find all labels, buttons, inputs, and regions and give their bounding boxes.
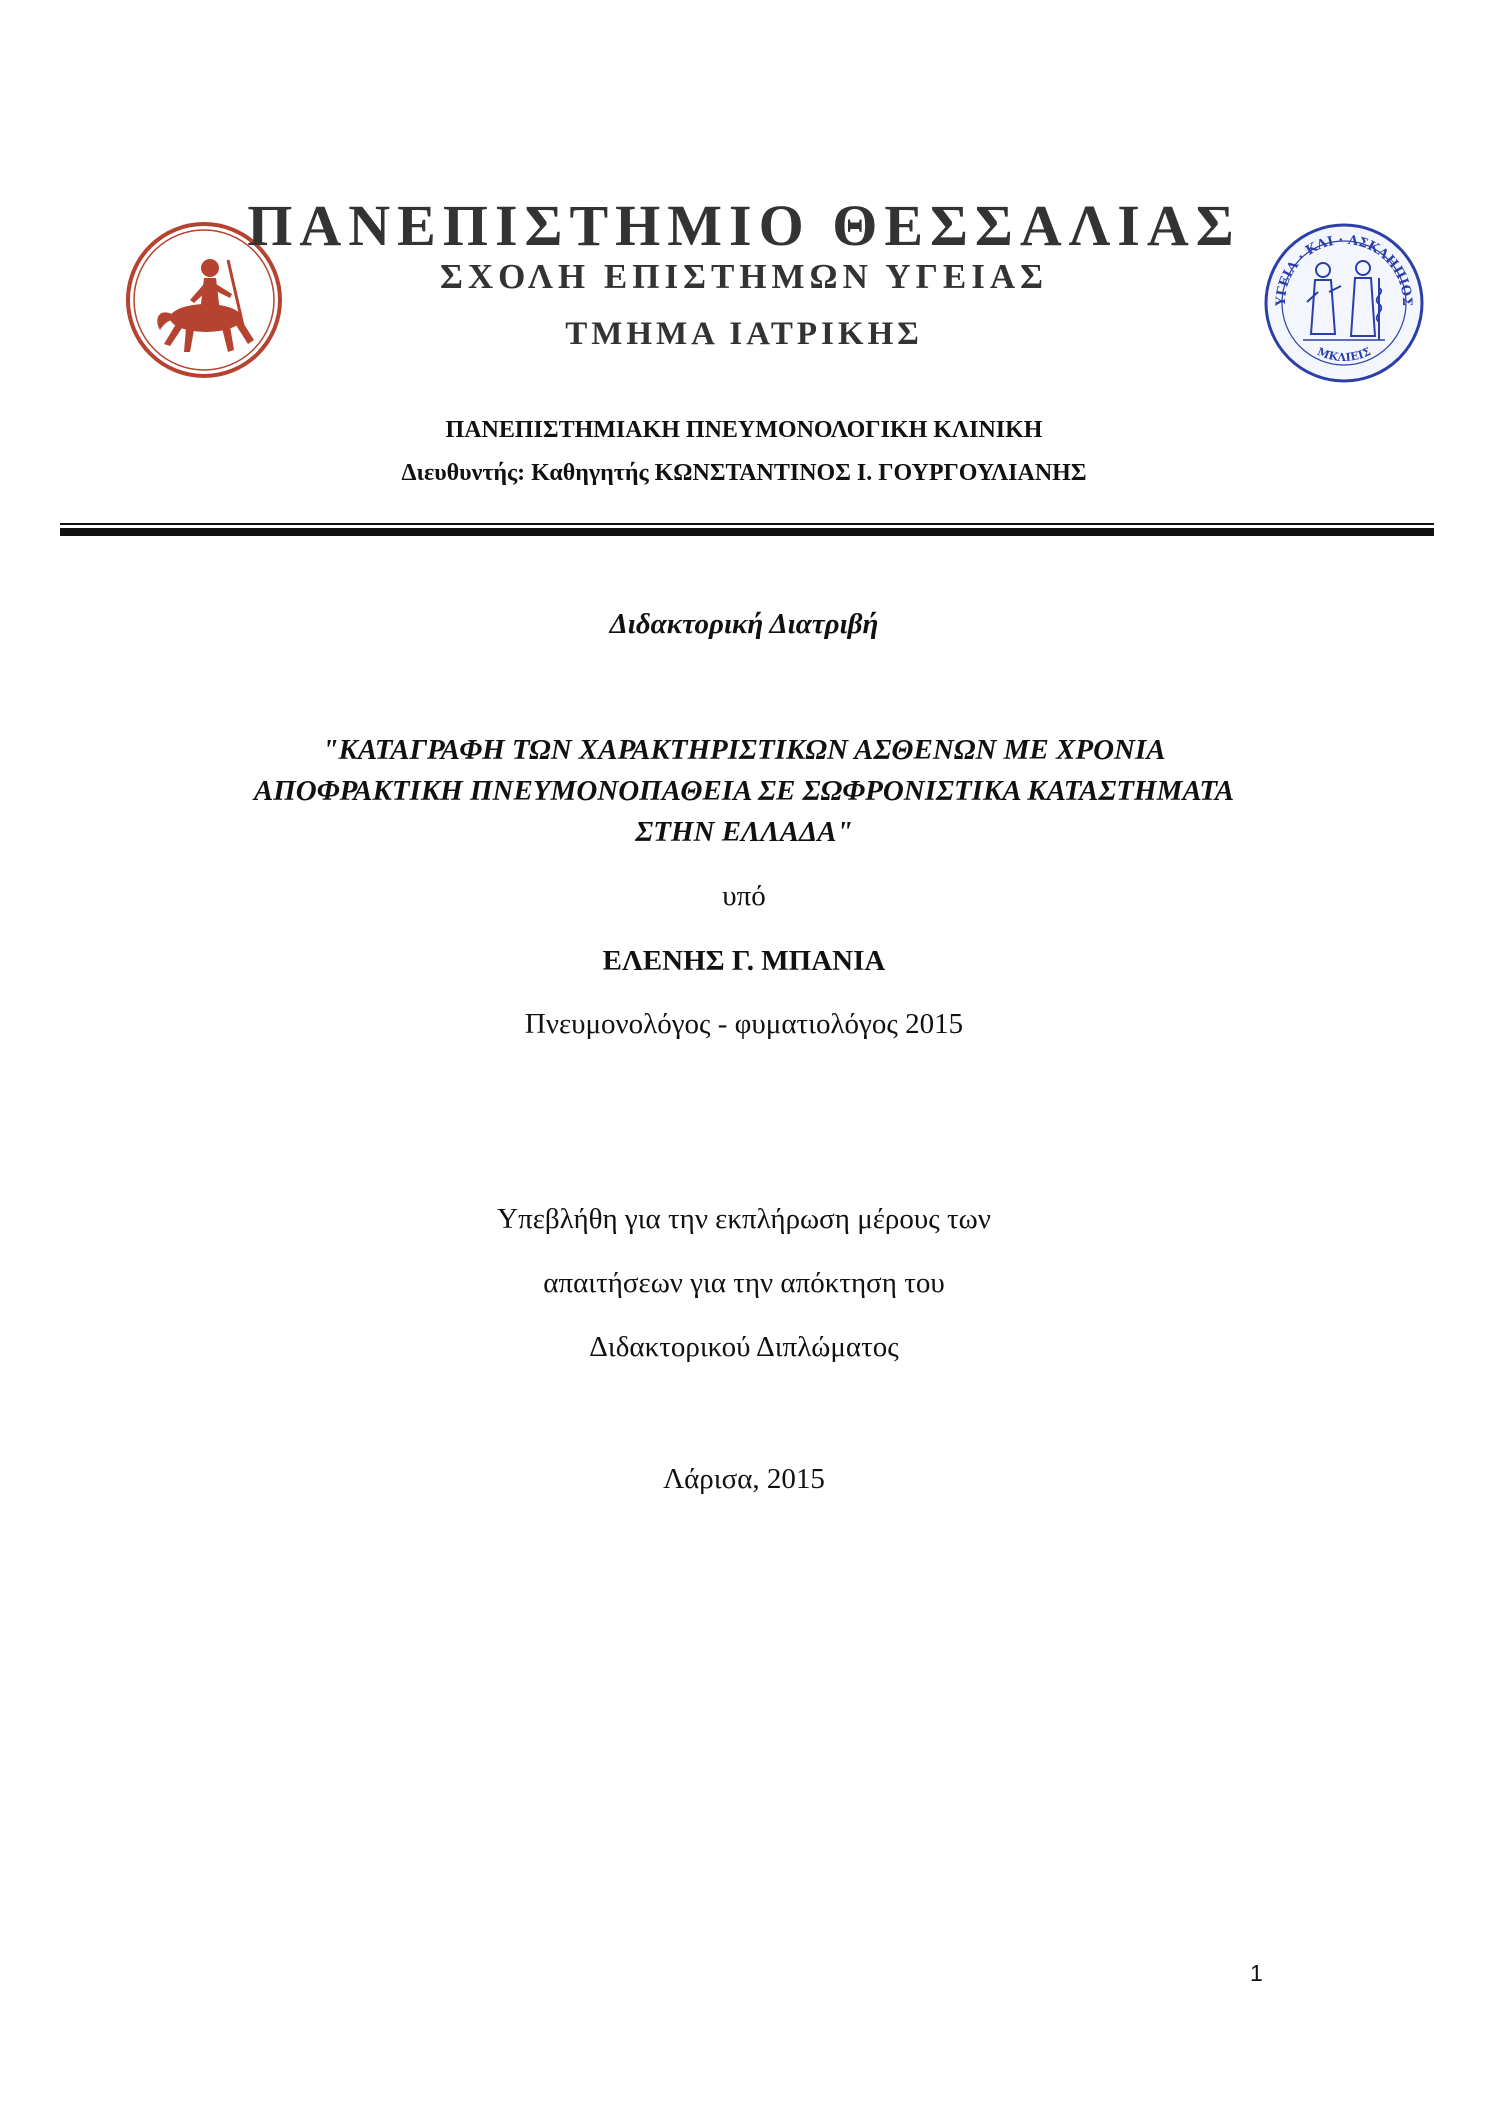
thesis-title-line: ΣΤΗΝ ΕΛΛΑΔΑ" <box>635 816 853 848</box>
school-name: ΣΧΟΛΗ ΕΠΙΣΤΗΜΩΝ ΥΓΕΙΑΣ <box>440 257 1048 296</box>
svg-text:ΜΚΛΙΕΙΣ: ΜΚΛΙΕΙΣ <box>1315 345 1373 365</box>
submission-line: απαιτήσεων για την απόκτηση του <box>543 1267 945 1299</box>
place-date: Λάρισα, 2015 <box>663 1463 825 1495</box>
submission-line: Διδακτορικού Διπλώματος <box>589 1331 899 1363</box>
asklepios-hygeia-seal-icon <box>1263 222 1425 384</box>
page-number: 1 <box>1250 1960 1263 1986</box>
header-divider-thick <box>60 528 1434 536</box>
header-divider-thin <box>60 523 1434 525</box>
submission-line: Υπεβλήθη για την εκπλήρωση μέρους των <box>497 1203 991 1235</box>
document-type: Διδακτορική Διατριβή <box>609 608 879 640</box>
svg-text:ΥΓΕΙΑ · ΚΑΙ · ΑΣΚΛΗΠΙΟΣ: ΥΓΕΙΑ · ΚΑΙ · ΑΣΚΛΗΠΙΟΣ <box>1273 232 1415 307</box>
clinic-name: ΠΑΝΕΠΙΣΤΗΜΙΑΚΗ ΠΝΕΥΜΟΝΟΛΟΓΙΚΗ ΚΛΙΝΙΚΗ <box>445 417 1043 443</box>
department-name: ΤΜΗΜΑ ΙΑΤΡΙΚΗΣ <box>565 316 923 352</box>
author-specialty: Πνευμονολόγος - φυματιολόγος 2015 <box>524 1008 964 1040</box>
thesis-title <box>0 730 1488 853</box>
author-name: ΕΛΕΝΗΣ Γ. ΜΠΑΝΙΑ <box>602 945 886 977</box>
by-label: υπό <box>722 880 766 912</box>
thesis-title-line: ΑΠΟΦΡΑΚΤΙΚΗ ΠΝΕΥΜΟΝΟΠΑΘΕΙΑ ΣΕ ΣΩΦΡΟΝΙΣΤΙΚΑ ΚΑΤΑΣΤΗΜΑΤΑ <box>253 775 1235 807</box>
university-name: ΠΑΝΕΠΙΣΤΗΜΙΟ ΘΕΣΣΑΛΙΑΣ <box>247 193 1241 258</box>
director-line: Διευθυντής: Καθηγητής ΚΩΝΣΤΑΝΤΙΝΟΣ Ι. ΓΟΥΡΓΟΥΛΙΑΝΗΣ <box>401 460 1087 486</box>
thesis-title-line: "ΚΑΤΑΓΡΑΦΗ ΤΩΝ ΧΑΡΑΚΤΗΡΙΣΤΙΚΩΝ ΑΣΘΕΝΩΝ ΜΕ ΧΡΟΝΙΑ <box>322 734 1166 766</box>
